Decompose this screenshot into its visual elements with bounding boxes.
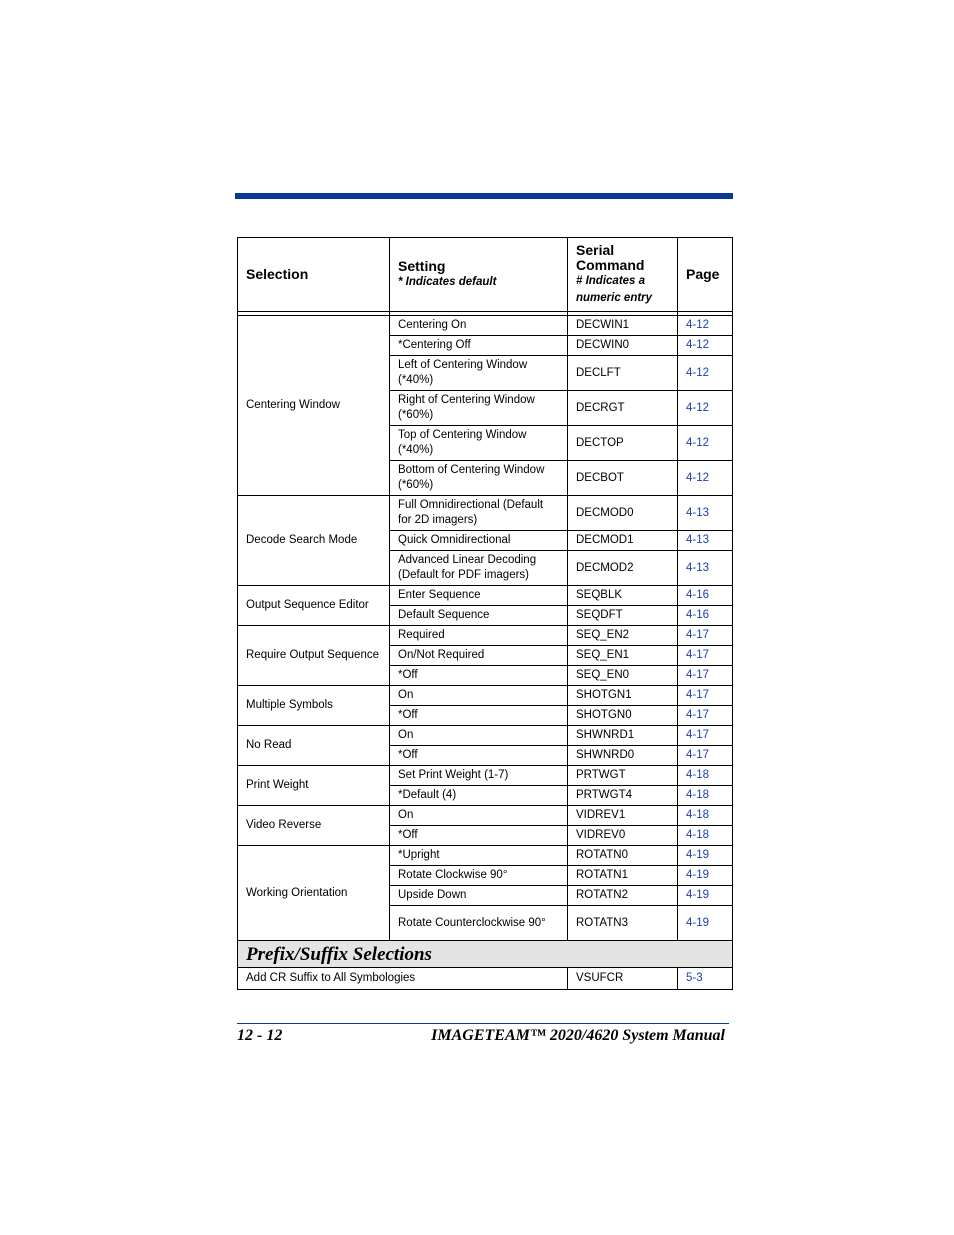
serial-command-cell: ROTATN3 [568, 906, 678, 941]
footer-manual-title: IMAGETEAM™ 2020/4620 System Manual [431, 1027, 725, 1044]
setting-cell: *Off [390, 706, 568, 726]
footer-rule [237, 1023, 729, 1024]
page-link[interactable]: 4-17 [678, 686, 733, 706]
setting-cell: Rotate Counterclockwise 90° [390, 906, 568, 941]
page-link[interactable]: 4-16 [678, 606, 733, 626]
setting-header [390, 238, 568, 312]
page-link[interactable]: 4-18 [678, 786, 733, 806]
table-body [238, 316, 733, 941]
serial-command-header [568, 238, 678, 312]
page-link[interactable]: 4-19 [678, 846, 733, 866]
table-row [238, 846, 733, 866]
setting-cell: Left of Centering Window (*40%) [390, 356, 568, 391]
setting-cell: On/Not Required [390, 646, 568, 666]
serial-command-cell: ROTATN2 [568, 886, 678, 906]
footer-page-number: 12 - 12 [237, 1027, 283, 1044]
selection-cell: Print Weight [238, 766, 390, 806]
setting-cell: *Upright [390, 846, 568, 866]
table-row [238, 766, 733, 786]
serial-command-header-label: Serial Command [576, 241, 645, 273]
setting-cell: Enter Sequence [390, 586, 568, 606]
page-link[interactable]: 4-19 [678, 866, 733, 886]
serial-command-cell: DECLFT [568, 356, 678, 391]
section-heading-row [238, 941, 733, 968]
table-row [238, 586, 733, 606]
selection-cell: Working Orientation [238, 846, 390, 941]
table-row [238, 806, 733, 826]
serial-command-cell: SEQ_EN2 [568, 626, 678, 646]
setting-cell: *Default (4) [390, 786, 568, 806]
setting-cell: Top of Centering Window (*40%) [390, 426, 568, 461]
page-link[interactable]: 4-17 [678, 726, 733, 746]
setting-cell: Upside Down [390, 886, 568, 906]
serial-command-cell: PRTWGT4 [568, 786, 678, 806]
setting-cell: On [390, 686, 568, 706]
serial-command-cell: SEQ_EN0 [568, 666, 678, 686]
header-rule [235, 193, 733, 199]
page-link[interactable]: 4-17 [678, 666, 733, 686]
serial-command-cell: DECRGT [568, 391, 678, 426]
setting-cell: *Centering Off [390, 336, 568, 356]
page-link[interactable]: 4-16 [678, 586, 733, 606]
page-link[interactable]: 4-12 [678, 356, 733, 391]
selection-cell: Require Output Sequence [238, 626, 390, 686]
page-link[interactable]: 4-17 [678, 746, 733, 766]
serial-command-cell: DECTOP [568, 426, 678, 461]
serial-command-cell: DECMOD1 [568, 531, 678, 551]
setting-cell: Default Sequence [390, 606, 568, 626]
table-row [238, 968, 733, 990]
setting-cell: On [390, 806, 568, 826]
setting-cell: *Off [390, 746, 568, 766]
serial-command-cell: SHOTGN0 [568, 706, 678, 726]
table-header-row [238, 238, 733, 312]
setting-cell: Required [390, 626, 568, 646]
page-link[interactable]: 4-17 [678, 706, 733, 726]
selection-cell: Multiple Symbols [238, 686, 390, 726]
selection-cell: Centering Window [238, 316, 390, 496]
serial-command-cell: ROTATN0 [568, 846, 678, 866]
page-link[interactable]: 4-13 [678, 531, 733, 551]
setting-cell: Full Omnidirectional (Default for 2D imagers) [390, 496, 568, 531]
page-header: Page [678, 238, 733, 312]
page-link[interactable]: 5-3 [678, 968, 733, 990]
page-link[interactable]: 4-12 [678, 336, 733, 356]
setting-header-label: Setting [398, 257, 446, 274]
serial-command-cell: DECMOD2 [568, 551, 678, 586]
setting-cell: Right of Centering Window (*60%) [390, 391, 568, 426]
setting-cell: Rotate Clockwise 90° [390, 866, 568, 886]
serial-command-cell: SEQBLK [568, 586, 678, 606]
serial-command-cell: ROTATN1 [568, 866, 678, 886]
page-link[interactable]: 4-13 [678, 551, 733, 586]
serial-command-cell: SHOTGN1 [568, 686, 678, 706]
setting-cell: Centering On [390, 316, 568, 336]
page-link[interactable]: 4-19 [678, 906, 733, 941]
setting-cell: Bottom of Centering Window (*60%) [390, 461, 568, 496]
selection-header: Selection [238, 238, 390, 312]
table-row [238, 686, 733, 706]
page-link[interactable]: 4-17 [678, 646, 733, 666]
setting-cell: Advanced Linear Decoding (Default for PDF imagers) [390, 551, 568, 586]
setting-cell: *Off [390, 666, 568, 686]
setting-cell: Set Print Weight (1-7) [390, 766, 568, 786]
page-link[interactable]: 4-12 [678, 461, 733, 496]
section-title: Prefix/Suffix Selections [238, 941, 733, 968]
page-link[interactable]: 4-18 [678, 806, 733, 826]
setting-cell: Quick Omnidirectional [390, 531, 568, 551]
serial-command-cell: VIDREV1 [568, 806, 678, 826]
page-link[interactable]: 4-18 [678, 766, 733, 786]
serial-command-cell: DECWIN1 [568, 316, 678, 336]
page-link[interactable]: 4-12 [678, 316, 733, 336]
serial-command-cell: DECMOD0 [568, 496, 678, 531]
serial-command-cell: PRTWGT [568, 766, 678, 786]
table-row [238, 496, 733, 531]
table-row [238, 626, 733, 646]
prefix-suffix-section [238, 941, 733, 990]
table-row [238, 726, 733, 746]
serial-command-cell: DECBOT [568, 461, 678, 496]
selection-cell: Add CR Suffix to All Symbologies [238, 968, 568, 990]
serial-command-cell: SHWNRD1 [568, 726, 678, 746]
selection-cell: Video Reverse [238, 806, 390, 846]
selection-cell: Decode Search Mode [238, 496, 390, 586]
serial-command-header-note: # Indicates a numeric entry [576, 274, 653, 304]
page-link[interactable]: 4-17 [678, 626, 733, 646]
serial-command-cell: VSUFCR [568, 968, 678, 990]
setting-cell: *Off [390, 826, 568, 846]
table-row [238, 316, 733, 336]
page-link[interactable]: 4-13 [678, 496, 733, 531]
page-link[interactable]: 4-12 [678, 391, 733, 426]
serial-command-cell: VIDREV0 [568, 826, 678, 846]
page-link[interactable]: 4-19 [678, 886, 733, 906]
serial-command-cell: SEQ_EN1 [568, 646, 678, 666]
serial-command-table [237, 237, 733, 990]
serial-command-cell: DECWIN0 [568, 336, 678, 356]
selection-cell: Output Sequence Editor [238, 586, 390, 626]
selection-cell: No Read [238, 726, 390, 766]
page-link[interactable]: 4-12 [678, 426, 733, 461]
page-link[interactable]: 4-18 [678, 826, 733, 846]
setting-cell: On [390, 726, 568, 746]
serial-command-cell: SEQDFT [568, 606, 678, 626]
setting-header-note: * Indicates default [398, 275, 497, 288]
serial-command-cell: SHWNRD0 [568, 746, 678, 766]
